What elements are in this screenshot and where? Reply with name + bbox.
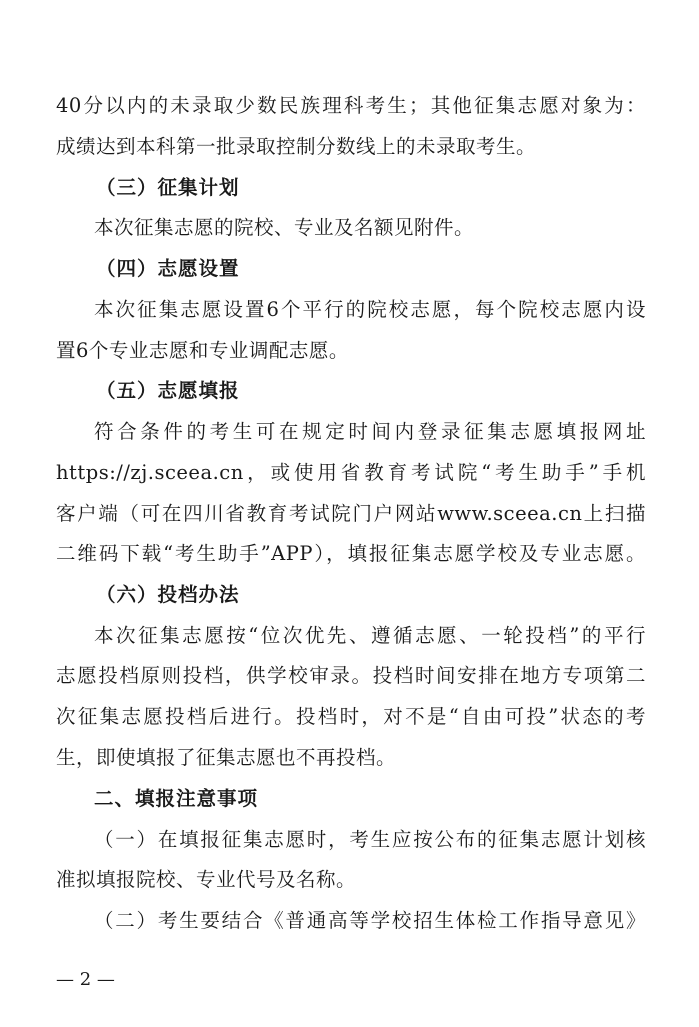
section-heading: （六）投档办法 [96, 583, 240, 606]
body-line: 本次征集志愿的院校、专业及名额见附件。 [94, 216, 475, 239]
body-line: 客户端（可在四川省教育考试院门户网站www.sceea.cn上扫描 [56, 502, 646, 525]
body-line: （一）在填报征集志愿时，考生应按公布的征集志愿计划核 [94, 828, 646, 851]
body-line: （二）考生要结合《普通高等学校招生体检工作指导意见》 [94, 909, 646, 932]
body-line: https://zj.sceea.cn，或使用省教育考试院“考生助手”手机 [56, 461, 646, 484]
body-line: 符合条件的考生可在规定时间内登录征集志愿填报网址 [94, 420, 646, 443]
body-line: 次征集志愿投档后进行。投档时，对不是“自由可投”状态的考 [56, 705, 646, 728]
section-heading: （四）志愿设置 [96, 257, 240, 280]
section-heading: 二、填报注意事项 [94, 787, 259, 810]
body-line: 本次征集志愿按“位次优先、遵循志愿、一轮投档”的平行 [94, 624, 646, 647]
body-line: 生，即使填报了征集志愿也不再投档。 [56, 746, 397, 769]
body-line: 本次征集志愿设置6个平行的院校志愿，每个院校志愿内设 [94, 298, 646, 321]
body-line: 志愿投档原则投档，供学校审录。投档时间安排在地方专项第二 [56, 664, 646, 687]
body-line: 二维码下载“考生助手”APP），填报征集志愿学校及专业志愿。 [56, 542, 646, 565]
body-line: 成绩达到本科第一批录取控制分数线上的未录取考生。 [56, 135, 537, 158]
page-number: — 2 — [56, 969, 115, 990]
body-line: 40分以内的未录取少数民族理科考生；其他征集志愿对象为： [56, 94, 646, 117]
section-heading: （五）志愿填报 [96, 379, 240, 402]
body-line: 置6个专业志愿和专业调配志愿。 [56, 339, 349, 362]
section-heading: （三）征集计划 [96, 176, 240, 199]
body-line: 准拟填报院校、专业代号及名称。 [56, 868, 357, 891]
